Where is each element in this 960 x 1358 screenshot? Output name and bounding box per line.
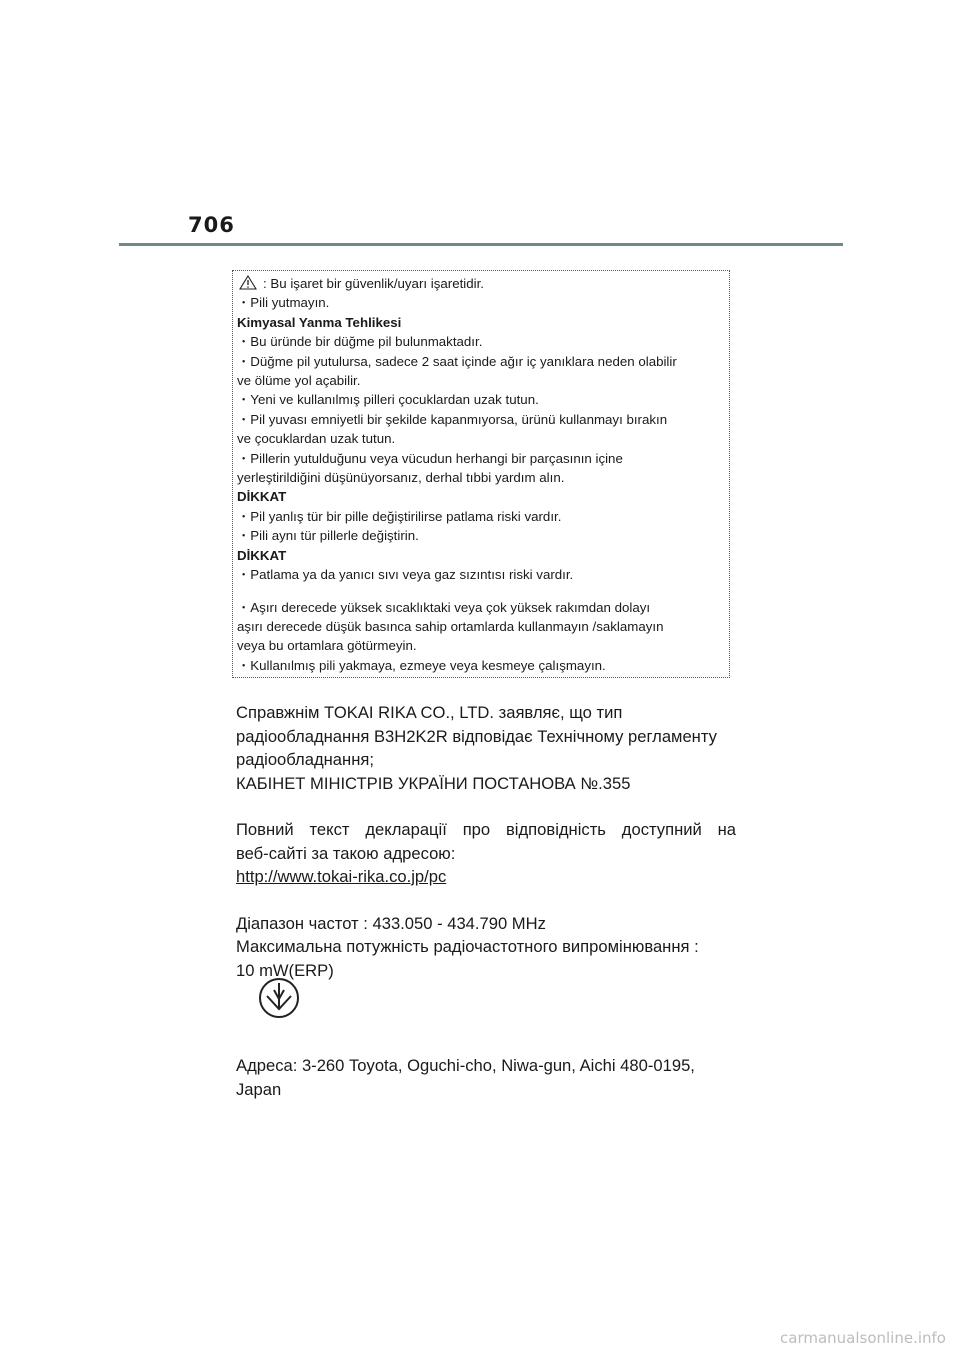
full-text-line: Повний текст декларації про відповідність доступний на — [236, 820, 736, 839]
declaration-url-link[interactable]: http://www.tokai-rika.co.jp/pc — [236, 867, 447, 886]
warning-text: DİKKAT — [237, 489, 287, 505]
warning-text: : Bu işaret bir güvenlik/uyarı işaretidir. — [263, 276, 484, 291]
warning-text: ve ölüme yol açabilir. — [237, 373, 361, 389]
warning-line — [237, 468, 729, 487]
declaration-line: радіообладнання B3H2K2R відповідає Технічному регламенту — [236, 726, 717, 746]
warning-line — [237, 636, 729, 655]
declaration-line: радіообладнання; — [236, 750, 374, 769]
warning-line — [237, 617, 729, 636]
address-line: Адреса: 3-260 Toyota, Oguchi-cho, Niwa-gun, Aichi 480-0195, — [236, 1056, 695, 1075]
warning-text: ve çocuklardan uzak tutun. — [237, 431, 396, 447]
warning-text: ・Pili aynı tür pillerle değiştirin. — [237, 528, 419, 544]
website-line: веб-сайті за такою адресою: — [236, 843, 456, 863]
warning-line — [237, 352, 729, 371]
warning-heading — [237, 487, 729, 506]
watermark: carmanualsonline.info — [780, 1329, 946, 1347]
warning-line — [237, 293, 729, 312]
warning-triangle-icon — [239, 275, 257, 290]
warning-line — [237, 507, 729, 526]
warning-text: Kimyasal Yanma Tehlikesi — [237, 314, 402, 330]
warning-text: ・Bu üründe bir düğme pil bulunmaktadır. — [237, 334, 483, 350]
warning-line — [237, 598, 729, 617]
warning-text: ・Patlama ya da yanıcı sıvı veya gaz sızıntısı riski vardır. — [237, 567, 574, 583]
address — [236, 1054, 736, 1101]
address-line: Japan — [236, 1079, 282, 1099]
warning-line — [237, 449, 729, 468]
warning-line — [237, 565, 729, 584]
warning-line — [237, 274, 729, 293]
warning-text: ・Kullanılmış pili yakmaya, ezmeye veya kesmeye çalışmayın. — [237, 657, 606, 673]
warning-text: ・Pillerin yutulduğunu veya vücudun herhangi bir parçasının içine — [237, 450, 623, 466]
warning-line — [237, 429, 729, 448]
warning-text: yerleştirildiğini düşünüyorsanız, derhal tıbbi yardım alın. — [237, 470, 565, 486]
ukraine-conformity-mark-icon — [256, 975, 302, 1021]
warning-line — [237, 410, 729, 429]
max-power-label: Максимальна потужність радіочастотного випромінювання : — [236, 937, 699, 956]
warning-line — [237, 656, 729, 675]
frequency-range: Діапазон частот : 433.050 - 434.790 MHz — [236, 913, 546, 933]
warning-text: ・Aşırı derecede yüksek sıcaklıktaki veya çok yüksek rakımdan dolayı — [237, 599, 651, 615]
warning-text: ・Pil yanlış tür bir pille değiştirilirse patlama riski vardır. — [237, 508, 562, 524]
warning-line — [237, 332, 729, 351]
warning-heading — [237, 313, 729, 332]
declaration-line: Справжнім TOKAI RIKA CO., LTD. заявляє, що тип — [236, 703, 623, 722]
line-gap — [237, 585, 729, 598]
warning-text: aşırı derecede düşük basınca sahip ortamlarda kullanmayın /saklamayın — [237, 618, 664, 634]
declaration-text — [236, 701, 736, 982]
warning-line — [237, 371, 729, 390]
warning-line — [237, 390, 729, 409]
warning-text: DİKKAT — [237, 547, 287, 563]
warning-text: veya bu ortamlara götürmeyin. — [237, 638, 417, 654]
warning-text: ・Pil yuvası emniyetli bir şekilde kapanmıyorsa, ürünü kullanmayı bırakın — [237, 411, 668, 427]
warning-text: ・Pili yutmayın. — [237, 295, 330, 311]
warning-heading — [237, 546, 729, 565]
decree-line: КАБІНЕТ МІНІСТРІВ УКРАЇНИ ПОСТАНОВА №.355 — [236, 773, 631, 793]
warning-line — [237, 526, 729, 545]
header-rule — [119, 243, 843, 246]
warning-text: ・Düğme pil yutulursa, sadece 2 saat içinde ağır iç yanıklara neden olabilir — [237, 353, 677, 369]
warning-text: ・Yeni ve kullanılmış pilleri çocuklardan uzak tutun. — [237, 392, 539, 408]
max-power-value: 10 mW(ERP) — [236, 960, 334, 980]
page-number: 706 — [188, 213, 235, 237]
warning-box — [232, 270, 730, 678]
